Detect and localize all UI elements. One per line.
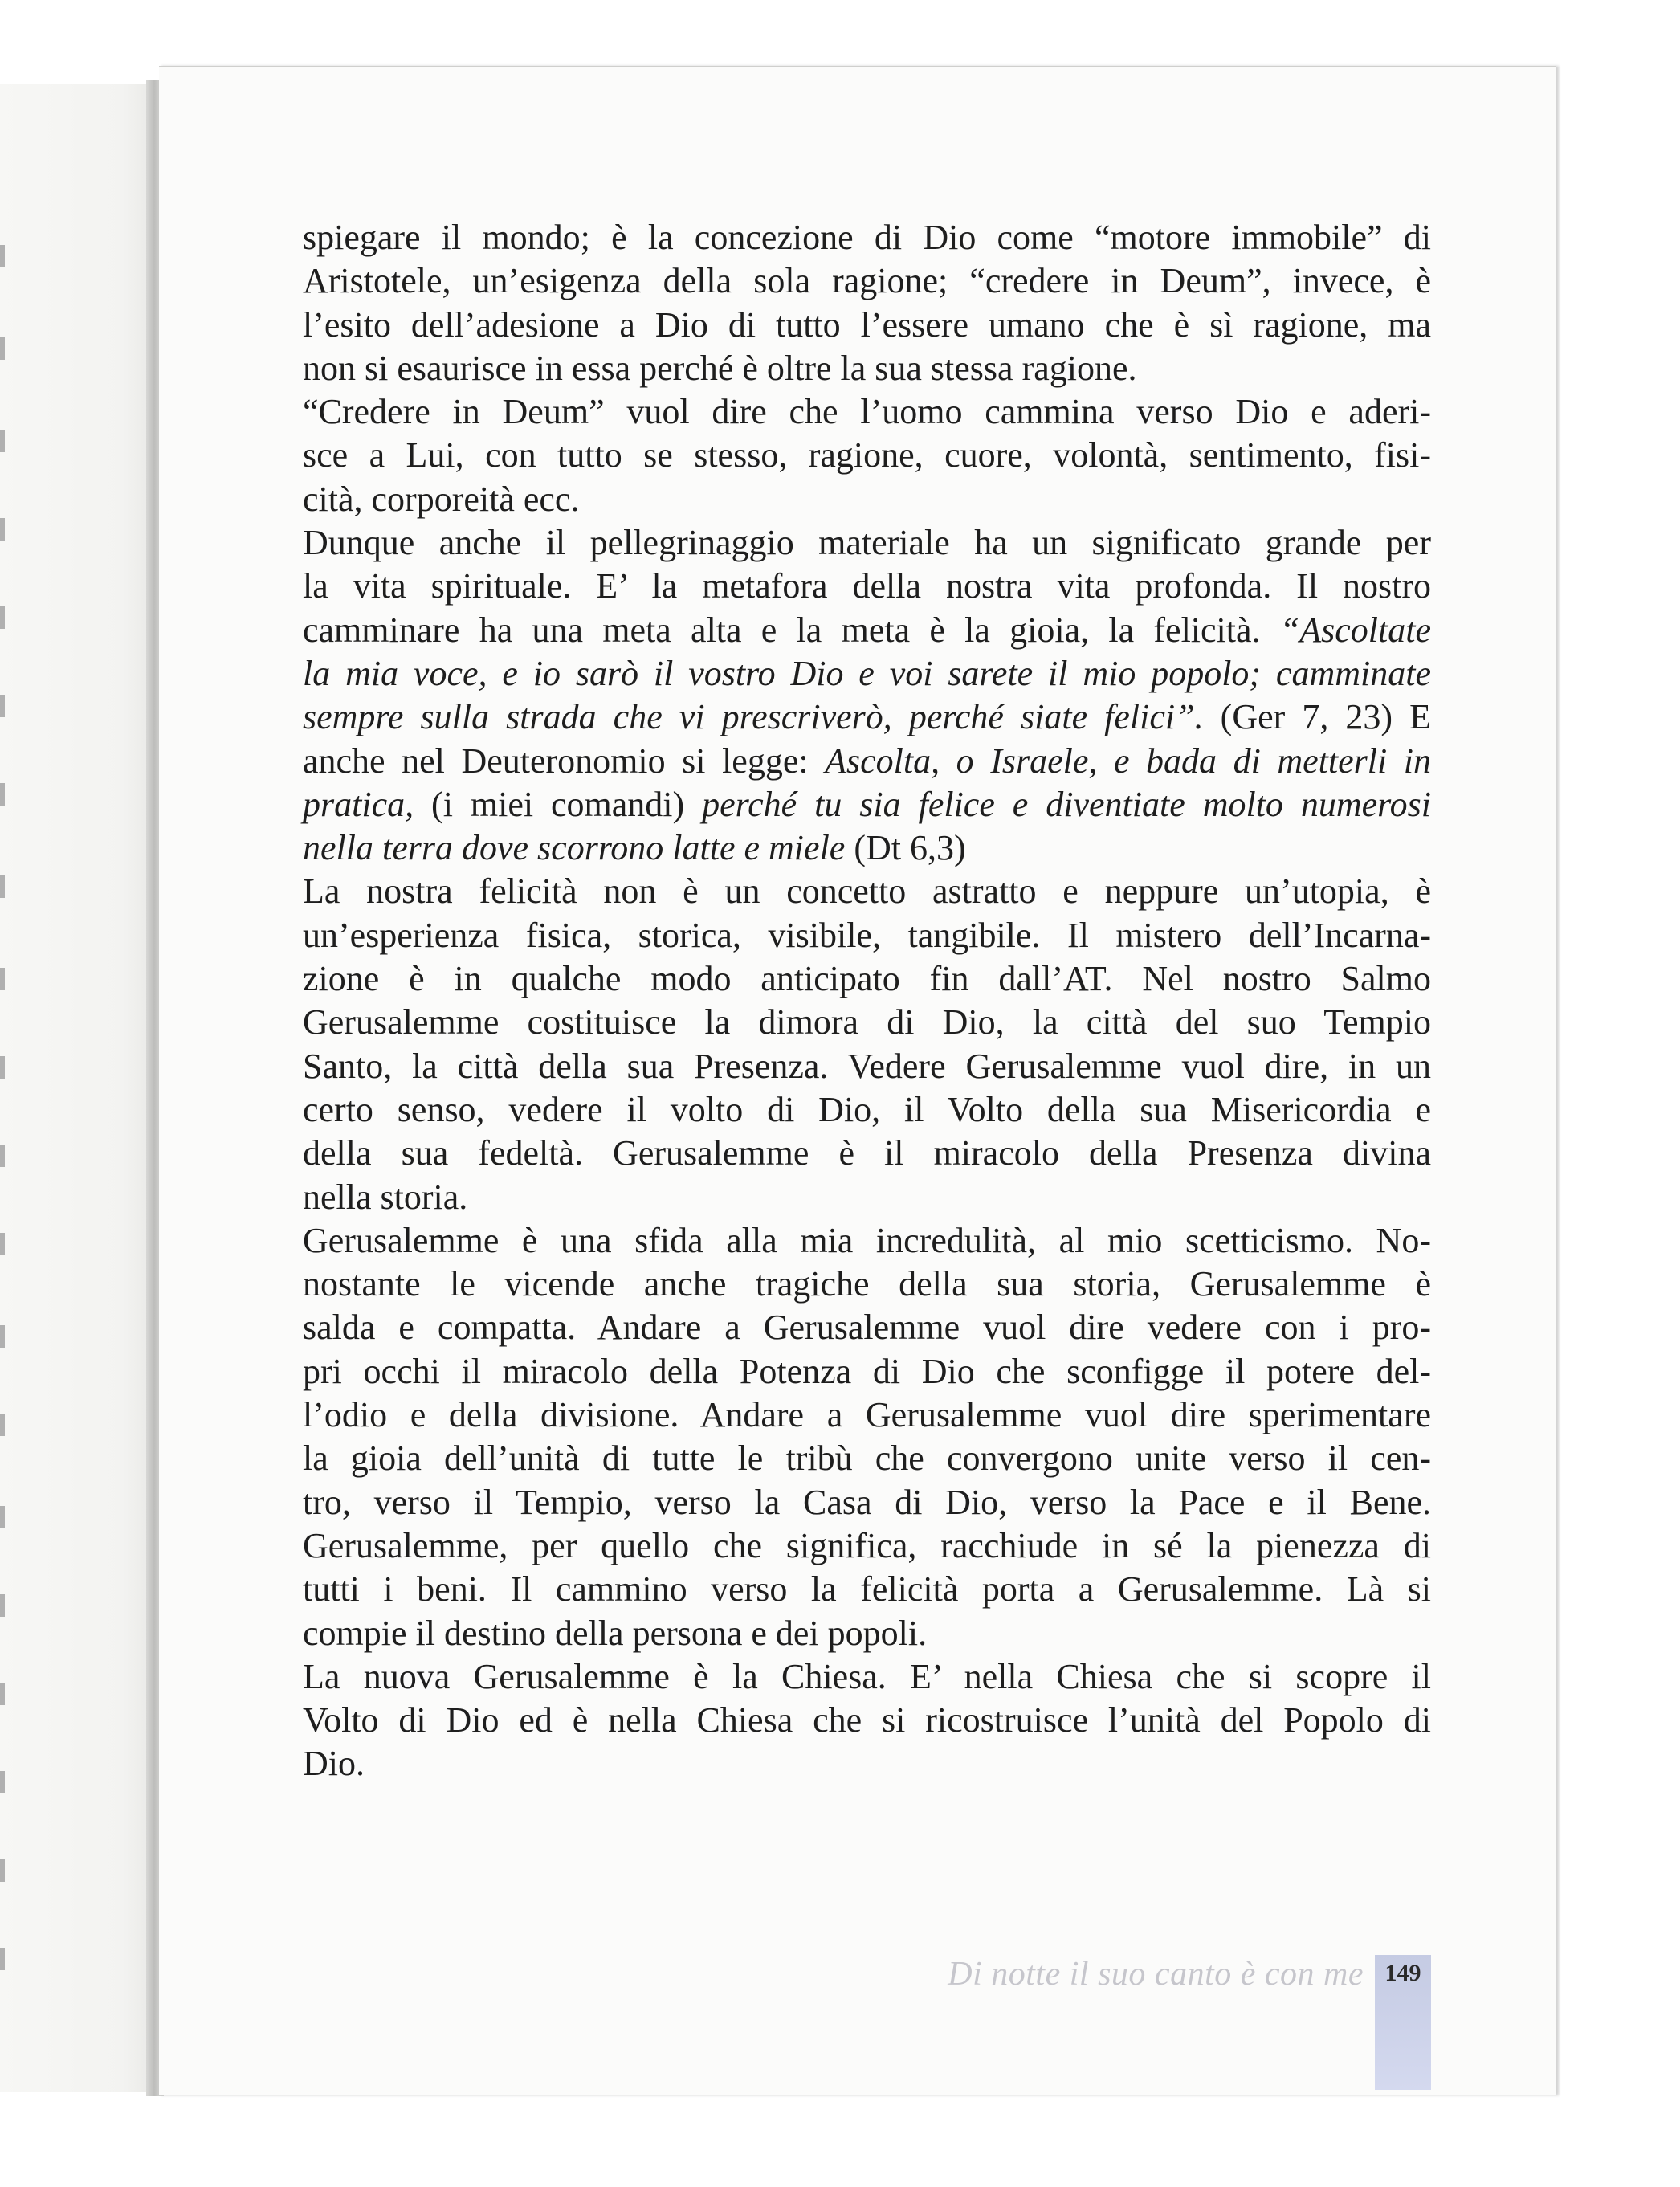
text-line xyxy=(303,1568,1431,1611)
text-line xyxy=(303,1088,1431,1132)
text-span: pri occhi il miracolo della Potenza di Dio che sconfigge il potere del- xyxy=(303,1351,1431,1391)
text-span: non si esaurisce in essa perché è oltre la sua stessa ragione. xyxy=(303,348,1137,388)
text-span: l’esito dell’adesione a Dio di tutto l’essere umano che è sì ragione, ma xyxy=(303,304,1431,345)
text-line xyxy=(303,1132,1431,1175)
text-line xyxy=(303,1306,1431,1349)
italic-quote-span: Ascolta, o Israele, e bada di metterli in xyxy=(825,741,1431,781)
text-span: compie il destino della persona e dei popoli. xyxy=(303,1613,928,1653)
text-line xyxy=(303,1742,1431,1785)
left-page-text-fragments xyxy=(0,84,16,2092)
text-span: zione è in qualche modo anticipato fin dall’AT. Nel nostro Salmo xyxy=(303,959,1431,999)
text-line xyxy=(303,1655,1431,1699)
text-span: tro, verso il Tempio, verso la Casa di Dio, verso la Pace e il Bene. xyxy=(303,1482,1431,1522)
text-line xyxy=(303,1219,1431,1263)
text-line xyxy=(303,1524,1431,1568)
text-span: Santo, la città della sua Presenza. Vedere Gerusalemme vuol dire, in un xyxy=(303,1046,1431,1086)
text-line xyxy=(303,1045,1431,1088)
text-span: Dunque anche il pellegrinaggio materiale ha un significato grande per xyxy=(303,523,1431,563)
text-line xyxy=(303,1612,1431,1655)
text-span: camminare ha una meta alta e la meta è la gioia, la felicità. xyxy=(303,610,1280,650)
italic-quote-span: la mia voce, e io sarò il vostro Dio e voi sarete il mio popolo; camminate xyxy=(303,653,1431,693)
text-span: La nostra felicità non è un concetto astratto e neppure un’utopia, è xyxy=(303,871,1431,912)
page-number: 149 xyxy=(1384,1960,1421,1986)
text-line xyxy=(303,1263,1431,1306)
text-span: la vita spirituale. E’ la metafora della nostra vita profonda. Il nostro xyxy=(303,566,1431,606)
text-line xyxy=(303,259,1431,303)
italic-quote-span: pratica, xyxy=(303,784,414,824)
text-line xyxy=(303,1176,1431,1219)
text-span: l’odio e della divisione. Andare a Gerusalemme vuol dire sperimentare xyxy=(303,1395,1431,1435)
italic-quote-span: perché tu sia felice e diventiate molto numerosi xyxy=(702,784,1432,824)
text-span: cità, corporeità ecc. xyxy=(303,479,580,519)
text-line xyxy=(303,1001,1431,1044)
text-span: nostante le vicende anche tragiche della sua storia, Gerusalemme è xyxy=(303,1264,1431,1304)
left-page-edge xyxy=(0,84,154,2092)
text-line xyxy=(303,1437,1431,1480)
text-span: La nuova Gerusalemme è la Chiesa. E’ nella Chiesa che si scopre il xyxy=(303,1656,1431,1696)
text-span: Gerusalemme, per quello che significa, racchiude in sé la pienezza di xyxy=(303,1525,1431,1565)
text-line xyxy=(303,957,1431,1001)
text-line xyxy=(303,696,1431,739)
text-span: (Dt 6,3) xyxy=(845,828,966,868)
text-line xyxy=(303,740,1431,783)
text-span: (i miei comandi) xyxy=(414,784,703,824)
italic-quote-span: “Ascoltate xyxy=(1279,610,1431,650)
text-line xyxy=(303,609,1431,652)
text-span: spiegare il mondo; è la concezione di Dio come “motore immobile” di xyxy=(303,218,1431,257)
text-line xyxy=(303,478,1431,521)
text-line xyxy=(303,565,1431,608)
text-span: (Ger 7, 23) E xyxy=(1203,697,1431,737)
body-text xyxy=(303,216,1431,1786)
text-span: “Credere in Deum” vuol dire che l’uomo cammina verso Dio e aderi- xyxy=(303,392,1431,432)
text-line xyxy=(303,304,1431,347)
text-line xyxy=(303,870,1431,913)
text-line xyxy=(303,434,1431,477)
text-span: Dio. xyxy=(303,1744,365,1784)
text-line xyxy=(303,826,1431,870)
running-footer-title: Di notte il suo canto è con me xyxy=(948,1956,1364,1993)
italic-quote-span: sempre sulla strada che vi prescriverò, perché siate felici”. xyxy=(303,697,1204,737)
text-span: Gerusalemme costituisce la dimora di Dio, la città del suo Tempio xyxy=(303,1002,1431,1042)
text-span: della sua fedeltà. Gerusalemme è il miracolo della Presenza divina xyxy=(303,1133,1431,1173)
text-line xyxy=(303,1481,1431,1524)
text-span: sce a Lui, con tutto se stesso, ragione, cuore, volontà, sentimento, fisi- xyxy=(303,435,1431,475)
text-line xyxy=(303,652,1431,696)
text-span: tutti i beni. Il cammino verso la felicità porta a Gerusalemme. Là si xyxy=(303,1569,1431,1610)
text-line xyxy=(303,216,1431,259)
text-line xyxy=(303,1350,1431,1393)
text-line xyxy=(303,347,1431,390)
text-line xyxy=(303,914,1431,957)
text-span: la gioia dell’unità di tutte le tribù che convergono unite verso il cen- xyxy=(303,1438,1431,1479)
text-span: un’esperienza fisica, storica, visibile, tangibile. Il mistero dell’Incarna- xyxy=(303,915,1431,955)
text-span: certo senso, vedere il volto di Dio, il Volto della sua Misericordia e xyxy=(303,1089,1431,1129)
text-span: Gerusalemme è una sfida alla mia incredulità, al mio scetticismo. No- xyxy=(303,1220,1431,1260)
text-line xyxy=(303,783,1431,826)
text-line xyxy=(303,1393,1431,1437)
text-span: Aristotele, un’esigenza della sola ragione; “credere in Deum”, invece, è xyxy=(303,261,1431,301)
text-span: Volto di Dio ed è nella Chiesa che si ricostruisce l’unità del Popolo di xyxy=(303,1700,1431,1740)
text-line xyxy=(303,1699,1431,1742)
text-line xyxy=(303,390,1431,434)
text-line xyxy=(303,521,1431,565)
italic-quote-span: nella terra dove scorrono latte e miele xyxy=(303,828,846,868)
text-span: salda e compatta. Andare a Gerusalemme vuol dire vedere con i pro- xyxy=(303,1308,1431,1348)
text-span: anche nel Deuteronomio si legge: xyxy=(303,741,826,781)
text-span: nella storia. xyxy=(303,1177,468,1217)
